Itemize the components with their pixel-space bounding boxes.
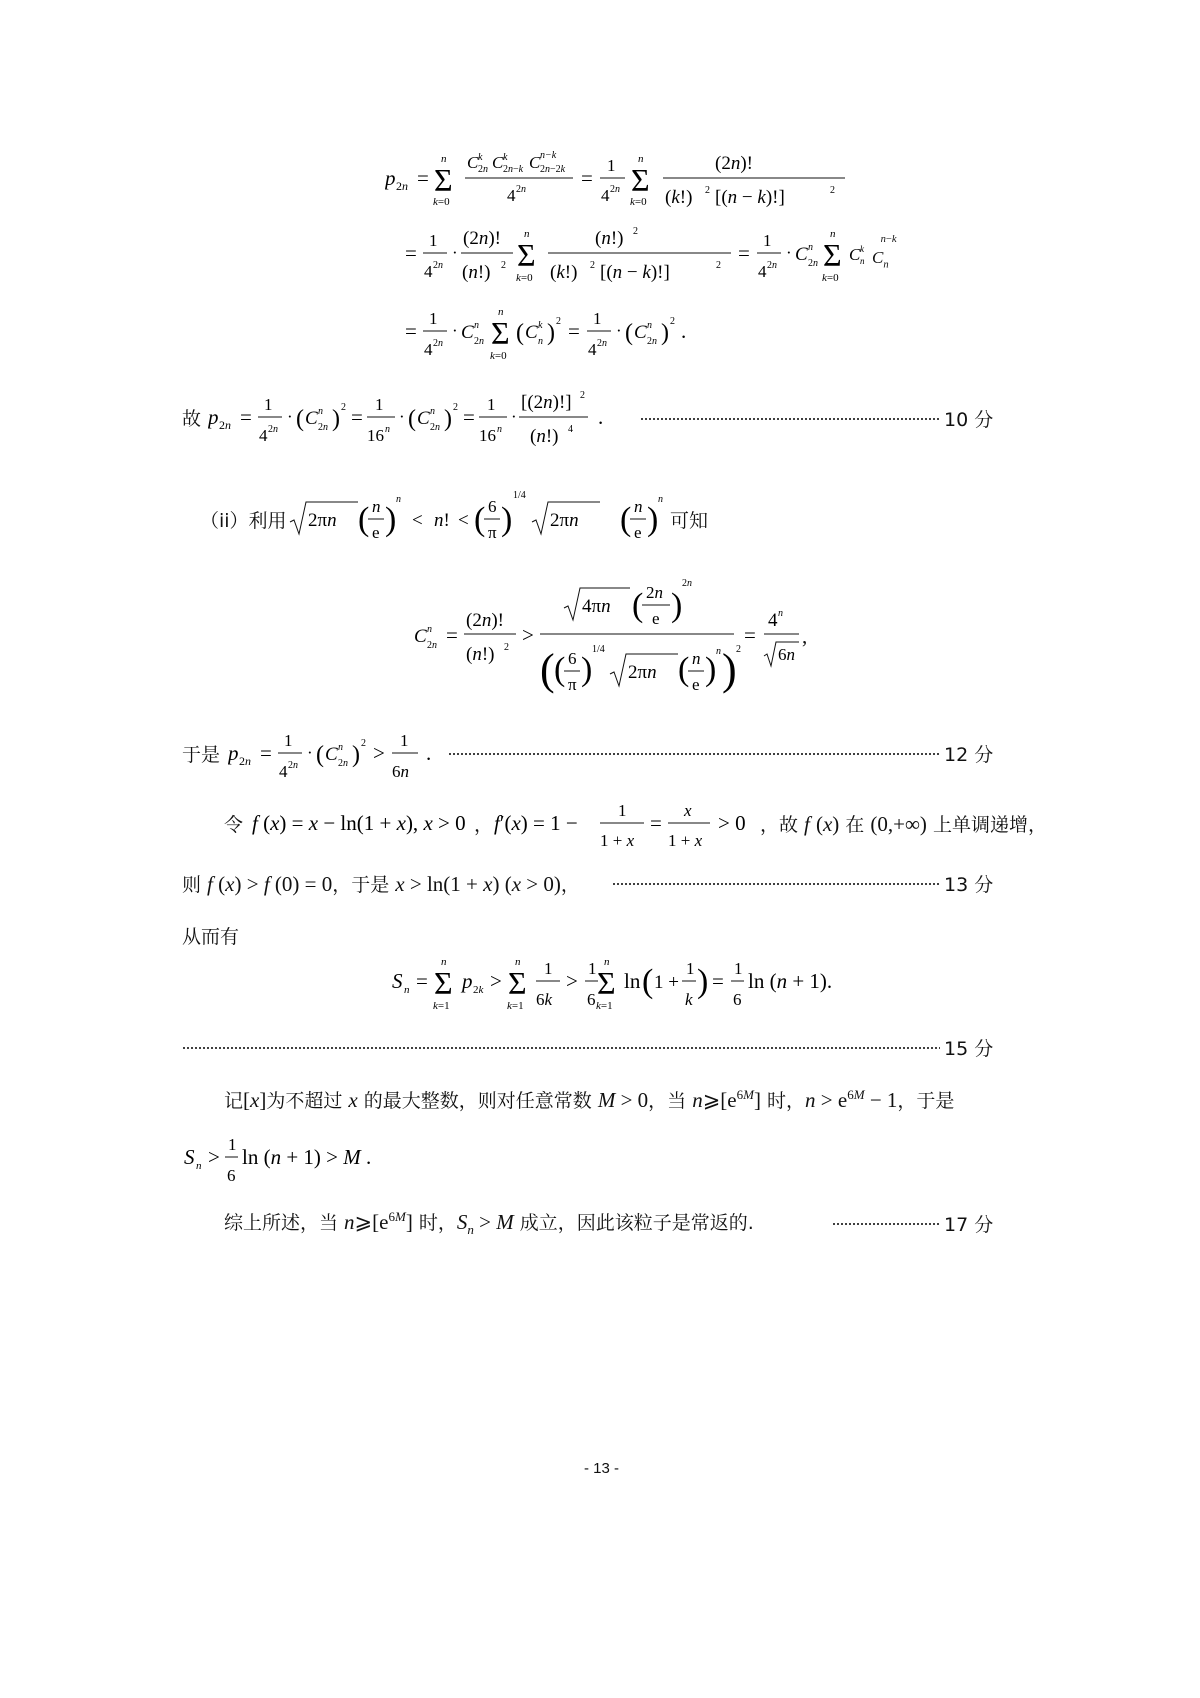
svg-text:=: = [712, 969, 724, 993]
svg-text:2n: 2n [646, 583, 663, 602]
svg-text:(k!): (k!) [665, 187, 693, 208]
svg-text:=: = [744, 623, 756, 647]
svg-text:>: > [490, 969, 502, 993]
svg-text:n: n [441, 153, 447, 165]
derivation-line-2-tail: $C_n^{n-k}$ [872, 234, 897, 271]
eq-p2n-sum-2 [405, 220, 875, 292]
svg-text:(: ( [632, 587, 644, 624]
floor-result [184, 1130, 404, 1195]
let-tail: ，故 f (x) 在 (0,+∞) 上单调递增， [760, 812, 1047, 836]
svg-text:2n: 2n [318, 422, 328, 433]
svg-text:4: 4 [601, 186, 610, 205]
svg-text:n: n [658, 494, 663, 505]
svg-text:·: · [399, 407, 405, 426]
eq-p2n-final [208, 384, 628, 456]
svg-text:·: · [452, 321, 458, 340]
svg-text:n: n [538, 336, 543, 347]
svg-text:C: C [525, 322, 538, 343]
score-15: 15 分 [182, 1034, 993, 1061]
svg-text:6k: 6k [536, 990, 553, 1009]
svg-text:2n: 2n [597, 338, 607, 349]
svg-text:n: n [860, 256, 865, 266]
svg-text:Σ: Σ [434, 162, 453, 198]
svg-text:4: 4 [424, 340, 433, 359]
svg-text:p: p [208, 405, 219, 429]
svg-text:k=0: k=0 [630, 196, 647, 208]
svg-text:k=1: k=1 [433, 1000, 450, 1012]
svg-text:k=0: k=0 [433, 196, 450, 208]
svg-text:·: · [307, 743, 313, 762]
svg-text:4πn: 4πn [582, 596, 611, 617]
svg-text:k=0: k=0 [822, 272, 839, 284]
svg-text:6: 6 [488, 497, 497, 516]
svg-text:=: = [568, 319, 580, 343]
svg-text:n: n [441, 956, 447, 968]
eq-sum-lower-bound [392, 948, 832, 1024]
svg-text:2n−k: 2n−k [503, 164, 524, 175]
svg-text:>: > [522, 623, 534, 647]
svg-text:>: > [208, 1145, 220, 1169]
then2-text: 则 f (x) > f (0) = 0，于是 x > ln(1 + x) (x > 0)， [182, 872, 580, 896]
svg-text:(2n)!: (2n)! [715, 153, 753, 174]
svg-text:k: k [503, 152, 508, 163]
svg-text:4: 4 [568, 424, 573, 435]
svg-text:n: n [427, 624, 432, 635]
floor-line: 记[x]为不超过 x 的最大整数，则对任意常数 M > 0，当 $n⩾[e^{6M}]$ 时，$n > e^{6M} - 1$，于是 [224, 1087, 955, 1112]
svg-text:n: n [634, 497, 643, 516]
svg-text:2n: 2n [427, 640, 437, 651]
svg-text:2n−2k: 2n−2k [540, 164, 566, 175]
svg-text:1: 1 [264, 395, 273, 414]
svg-text:2: 2 [501, 260, 506, 271]
svg-text:2n: 2n [610, 184, 620, 195]
svg-text:2: 2 [705, 185, 710, 196]
svg-text:(: ( [358, 501, 370, 538]
svg-text:2: 2 [716, 260, 721, 271]
svg-text:(n!): (n!) [466, 644, 495, 665]
leader-dots [640, 418, 940, 420]
svg-text:n: n [396, 494, 401, 505]
svg-text:f′(x) = 1 −: f′(x) = 1 − [494, 811, 578, 835]
svg-text:): ) [671, 587, 683, 624]
svg-text:1: 1 [284, 731, 293, 750]
svg-text:[(n − k)!]: [(n − k)!] [600, 262, 670, 283]
svg-text:1: 1 [228, 1135, 237, 1154]
page-number: - 13 - [584, 1460, 620, 1477]
svg-text:2n: 2n [433, 338, 443, 349]
svg-text:): ) [647, 501, 659, 538]
binomial-bound [414, 572, 808, 709]
svg-text:·: · [452, 243, 458, 262]
svg-text:n: n [196, 1160, 202, 1172]
svg-text:16: 16 [367, 426, 384, 445]
svg-text:k: k [478, 152, 483, 163]
eq-p2n-sum-1 [385, 145, 855, 215]
svg-text:2k: 2k [473, 984, 484, 996]
svg-text:(n!): (n!) [462, 262, 491, 283]
let-word: 令 [224, 814, 244, 836]
score-10: 10 分 [640, 405, 993, 432]
svg-text:x: x [684, 801, 692, 820]
leader-dots [182, 1047, 940, 1049]
svg-text:4: 4 [424, 262, 433, 281]
svg-text:1: 1 [429, 309, 438, 328]
svg-text:π: π [488, 523, 497, 542]
svg-text:4: 4 [259, 426, 268, 445]
svg-text:2n: 2n [288, 760, 298, 771]
svg-text:n: n [778, 608, 783, 619]
svg-text:1: 1 [487, 395, 496, 414]
svg-text:(: ( [642, 963, 654, 1000]
svg-text:Σ: Σ [491, 315, 510, 351]
svg-text:1: 1 [593, 309, 602, 328]
svg-text:2: 2 [830, 185, 835, 196]
svg-text:2n: 2n [808, 258, 818, 269]
svg-text:2: 2 [633, 226, 638, 237]
svg-text:Σ: Σ [508, 965, 527, 1001]
svg-text:n: n [338, 742, 343, 753]
svg-text:k=0: k=0 [516, 272, 533, 284]
svg-text:C: C [305, 408, 318, 429]
svg-text:[(2n)!]: [(2n)!] [521, 392, 572, 413]
svg-text:6: 6 [568, 649, 577, 668]
svg-text:4: 4 [758, 262, 767, 281]
svg-text:6: 6 [587, 990, 596, 1009]
svg-text:e: e [652, 609, 660, 628]
svg-text:=: = [650, 811, 662, 835]
svg-text:2n: 2n [647, 336, 657, 347]
svg-text:1: 1 [763, 231, 772, 250]
svg-text:2n: 2n [516, 184, 526, 195]
svg-text:4: 4 [588, 340, 597, 359]
svg-text:>: > [566, 969, 578, 993]
svg-text:k: k [538, 320, 543, 331]
svg-text:Σ: Σ [823, 237, 842, 273]
svg-text:n: n [515, 956, 521, 968]
svg-text:16: 16 [479, 426, 496, 445]
svg-text:n: n [830, 228, 836, 240]
svg-text:2: 2 [670, 316, 675, 327]
svg-text:2n: 2n [219, 418, 231, 432]
svg-text:C: C [529, 153, 541, 172]
svg-text:k=1: k=1 [507, 1000, 524, 1012]
conclusion-line: 综上所述，当 $n⩾[e^{6M}]$ 时，$S_n > M$ 成立，因此该粒子是常返的. [224, 1209, 754, 1238]
svg-text:(: ( [474, 501, 486, 538]
svg-text:n: n [647, 320, 652, 331]
svg-text:k=1: k=1 [596, 1000, 613, 1012]
svg-text:): ) [332, 406, 340, 432]
svg-text:(: ( [625, 320, 633, 346]
svg-text:1 + x: 1 + x [600, 831, 635, 850]
svg-text:π: π [568, 675, 577, 694]
svg-text:ln (n + 1) > M .: ln (n + 1) > M . [242, 1145, 372, 1169]
svg-text:1/4: 1/4 [592, 644, 605, 655]
svg-text:=: = [446, 623, 458, 647]
svg-text:): ) [501, 501, 513, 538]
svg-text:C: C [417, 408, 430, 429]
svg-text:(n!): (n!) [595, 228, 624, 249]
svg-text:2: 2 [361, 738, 366, 749]
then-prefix: 于是 [182, 744, 221, 766]
svg-text:n: n [808, 242, 813, 253]
svg-text:e: e [692, 675, 700, 694]
svg-text:2: 2 [590, 260, 595, 271]
svg-text:n: n [638, 153, 644, 165]
svg-text:(: ( [316, 742, 324, 768]
svg-text:> 0: > 0 [718, 811, 746, 835]
svg-text:): ) [444, 406, 452, 432]
svg-text:·: · [511, 407, 517, 426]
svg-text:n: n [372, 497, 381, 516]
svg-text:n: n [604, 956, 610, 968]
svg-text:(: ( [540, 645, 555, 694]
svg-text:=: = [463, 405, 475, 429]
svg-text:2πn: 2πn [628, 662, 657, 683]
svg-text:(n!): (n!) [530, 426, 559, 447]
svg-text:(: ( [554, 651, 566, 688]
svg-text:n: n [474, 320, 479, 331]
svg-text:Σ: Σ [597, 965, 616, 1001]
svg-text:1: 1 [618, 801, 627, 820]
svg-text:C: C [414, 626, 427, 647]
svg-text:C: C [467, 153, 479, 172]
svg-text:n: n [692, 649, 701, 668]
binomial-bound-comma: , [802, 624, 808, 648]
svg-text:1: 1 [734, 959, 743, 978]
svg-text:.: . [598, 405, 604, 429]
svg-text:=: = [240, 405, 252, 429]
svg-text:(: ( [620, 501, 632, 538]
svg-text:): ) [661, 320, 669, 346]
svg-text:1 + x: 1 + x [668, 831, 703, 850]
svg-text:4: 4 [279, 762, 288, 781]
svg-text:): ) [705, 651, 717, 688]
svg-text:1/4: 1/4 [513, 490, 526, 501]
svg-text:=: = [738, 241, 750, 265]
svg-text:=: = [260, 741, 272, 765]
thus-text: 从而有 [182, 926, 240, 948]
svg-text:(: ( [516, 320, 524, 346]
let-comma-1: ， [474, 814, 494, 836]
svg-text:2n: 2n [396, 179, 408, 193]
svg-text:S: S [392, 969, 403, 993]
svg-text:(2n)!: (2n)! [463, 228, 501, 249]
svg-text:n: n [404, 984, 410, 996]
svg-text:6: 6 [227, 1166, 236, 1185]
svg-text:1 +: 1 + [654, 972, 679, 993]
svg-text:1: 1 [429, 231, 438, 250]
svg-text:): ) [547, 320, 555, 346]
svg-text:C: C [795, 244, 808, 265]
svg-text:2: 2 [504, 642, 509, 653]
svg-text:C: C [325, 744, 338, 765]
svg-text:C: C [461, 322, 474, 343]
svg-text:k=0: k=0 [490, 350, 507, 362]
eq-sn-exceeds-m [184, 1130, 404, 1190]
svg-text:·: · [786, 243, 792, 262]
svg-text:[(n − k)!]: [(n − k)!] [715, 187, 785, 208]
svg-text:n−k: n−k [540, 150, 557, 161]
svg-text:k: k [860, 244, 864, 254]
svg-text:2n: 2n [474, 336, 484, 347]
svg-text:=: = [351, 405, 363, 429]
svg-text:4: 4 [768, 610, 778, 631]
svg-text:>: > [373, 741, 385, 765]
svg-text:6n: 6n [392, 762, 409, 781]
svg-text:Σ: Σ [517, 237, 536, 273]
score-12: 12 分 [448, 740, 993, 767]
svg-text:4: 4 [507, 186, 516, 205]
svg-text:1: 1 [588, 959, 597, 978]
svg-text:<: < [458, 510, 469, 531]
svg-text:Σ: Σ [631, 162, 650, 198]
svg-text:2n: 2n [682, 578, 692, 589]
leader-dots [612, 883, 940, 885]
svg-text:2n: 2n [239, 754, 251, 768]
part-ii-suffix: 可知 [670, 510, 709, 532]
svg-text:1: 1 [607, 156, 616, 175]
svg-text:.: . [426, 741, 432, 765]
svg-text:(: ( [408, 406, 416, 432]
svg-text:=: = [581, 166, 593, 190]
svg-text:n: n [716, 646, 721, 657]
svg-text:=: = [405, 319, 417, 343]
svg-text:C: C [634, 322, 647, 343]
score-13: 13 分 [612, 870, 993, 897]
svg-text:=: = [405, 241, 417, 265]
part-ii-label: （ii）利用 [200, 510, 287, 532]
svg-text:): ) [581, 651, 593, 688]
svg-text:.: . [681, 319, 687, 343]
svg-text:n: n [318, 406, 323, 417]
svg-text:e: e [634, 523, 642, 542]
svg-text:): ) [722, 645, 737, 694]
svg-text:Σ: Σ [434, 965, 453, 1001]
svg-text:): ) [697, 963, 709, 1000]
svg-text:1: 1 [544, 959, 553, 978]
svg-text:n: n [497, 424, 502, 435]
svg-text:(2n)!: (2n)! [466, 610, 504, 631]
svg-text:2: 2 [453, 402, 458, 413]
svg-text:=: = [416, 969, 428, 993]
svg-text:C: C [849, 245, 861, 264]
svg-text:2n: 2n [430, 422, 440, 433]
svg-text:1: 1 [375, 395, 384, 414]
eq-binomial-bound [414, 572, 804, 704]
svg-text:n: n [498, 306, 504, 318]
derivation-line-3 [405, 298, 715, 376]
score-17: 17 分 [832, 1210, 993, 1237]
svg-text:S: S [184, 1145, 195, 1169]
svg-text:6n: 6n [778, 645, 795, 664]
svg-text:): ) [352, 742, 360, 768]
svg-text:p: p [462, 969, 473, 993]
svg-text:2n: 2n [338, 758, 348, 769]
svg-text:2n: 2n [433, 260, 443, 271]
svg-text:1: 1 [686, 959, 695, 978]
svg-text:ln: ln [624, 969, 641, 993]
sum-line [392, 948, 832, 1029]
svg-text:·: · [287, 407, 293, 426]
svg-text:n: n [430, 406, 435, 417]
svg-text:(: ( [678, 651, 690, 688]
svg-text:): ) [385, 501, 397, 538]
leader-dots [832, 1223, 940, 1225]
svg-text:2n: 2n [478, 164, 488, 175]
leader-dots [448, 753, 940, 755]
line4-prefix: 故 [182, 408, 202, 430]
svg-text:<: < [412, 510, 423, 531]
svg-text:(: ( [296, 406, 304, 432]
svg-text:p: p [228, 741, 239, 765]
svg-text:2: 2 [580, 390, 585, 401]
svg-text:2: 2 [556, 316, 561, 327]
eq-f-derivative [494, 786, 794, 856]
svg-text:n: n [524, 228, 530, 240]
derivation-line-1 [385, 145, 855, 221]
svg-text:2πn: 2πn [308, 510, 337, 531]
svg-text:f (x) = x − ln(1 + x), x > 0: f (x) = x − ln(1 + x), x > 0 [252, 811, 466, 835]
eq-stirling-bound [288, 486, 628, 552]
svg-text:e: e [372, 523, 380, 542]
svg-text:k: k [685, 990, 693, 1009]
svg-text:2: 2 [341, 402, 346, 413]
svg-text:ln (n + 1).: ln (n + 1). [748, 969, 832, 993]
svg-text:n: n [385, 424, 390, 435]
svg-text:2n: 2n [767, 260, 777, 271]
svg-text:2: 2 [736, 644, 741, 655]
derivation-line-2 [405, 220, 875, 298]
svg-text:1: 1 [400, 731, 409, 750]
svg-text:C: C [492, 153, 504, 172]
svg-text:=: = [417, 166, 429, 190]
svg-text:·: · [616, 321, 622, 340]
svg-text:2πn: 2πn [550, 510, 579, 531]
eq-p2n-sum-3 [405, 298, 715, 370]
svg-text:n!: n! [434, 510, 450, 531]
svg-text:6: 6 [733, 990, 742, 1009]
svg-text:p: p [385, 166, 396, 190]
svg-text:(k!): (k!) [550, 262, 578, 283]
svg-text:2n: 2n [268, 424, 278, 435]
